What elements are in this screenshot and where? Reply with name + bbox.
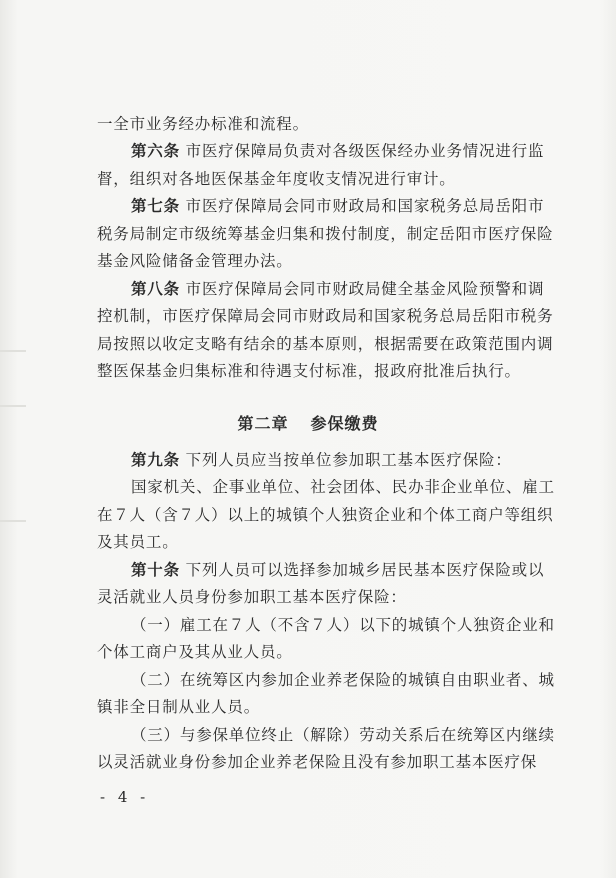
text-line: （三）与参保单位终止（解除）劳动关系后在统筹区内继续: [131, 726, 555, 744]
chapter-title: 参保缴费: [310, 414, 379, 433]
text-line: 以灵活就业身份参加企业养老保险且没有参加职工基本医疗保: [97, 753, 538, 771]
text-line: （一）雇工在７人（不含７人）以下的城镇个人独资企业和: [131, 616, 555, 634]
text-line: 灵活就业人员身份参加职工基本医疗保险：: [97, 588, 407, 606]
chapter-number: 第二章: [237, 414, 289, 433]
article-text: 市医疗保障局负责对各级医保经办业务情况进行监: [185, 142, 545, 160]
article-text: 下列人员可以选择参加城乡居民基本医疗保险或以: [185, 561, 545, 579]
article-6: [0, 141, 616, 161]
article-8: [0, 279, 616, 299]
text-line: 及其员工。: [97, 533, 179, 551]
text-line: 在７人（含７人）以上的城镇个人独资企业和个体工商户等组织: [97, 506, 554, 524]
text-line: 国家机关、企事业单位、社会团体、民办非企业单位、雇工: [131, 478, 555, 496]
article-text: 市医疗保障局会同市财政局和国家税务总局岳阳市: [185, 197, 545, 215]
chapter-heading: [0, 411, 616, 434]
text-line: 基金风险储备金管理办法。: [97, 252, 293, 270]
article-10: [0, 560, 616, 580]
article-label: 第七条: [131, 196, 180, 215]
article-label: 第六条: [131, 141, 180, 160]
scan-mark: [0, 405, 26, 407]
article-9: [0, 450, 616, 470]
text-line: 督，组织对各地医保基金年度收支情况进行审计。: [97, 170, 456, 188]
text-line: 控机制，市医疗保障局会同市财政局和国家税务总局岳阳市税务: [97, 307, 554, 325]
page-number: - 4 -: [100, 788, 150, 806]
text-line: 一全市业务经办标准和流程。: [97, 115, 309, 133]
text-line: 个体工商户及其从业人员。: [97, 643, 293, 661]
text-line: 镇非全日制从业人员。: [97, 698, 261, 716]
article-7: [0, 196, 616, 216]
article-text: 下列人员应当按单位参加职工基本医疗保险：: [185, 451, 512, 469]
text-line: （二）在统筹区内参加企业养老保险的城镇自由职业者、城: [131, 671, 555, 689]
article-text: 市医疗保障局会同市财政局健全基金风险预警和调: [185, 280, 545, 298]
article-label: 第九条: [131, 450, 180, 469]
text-line: 整医保基金归集标准和待遇支付标准，报政府批准后执行。: [97, 362, 521, 380]
article-label: 第八条: [131, 279, 180, 298]
article-label: 第十条: [131, 560, 180, 579]
text-line: 税务局制定市级统筹基金归集和拨付制度，制定岳阳市医疗保险: [97, 225, 554, 243]
text-line: 局按照以收定支略有结余的基本原则，根据需要在政策范围内调: [97, 335, 554, 353]
